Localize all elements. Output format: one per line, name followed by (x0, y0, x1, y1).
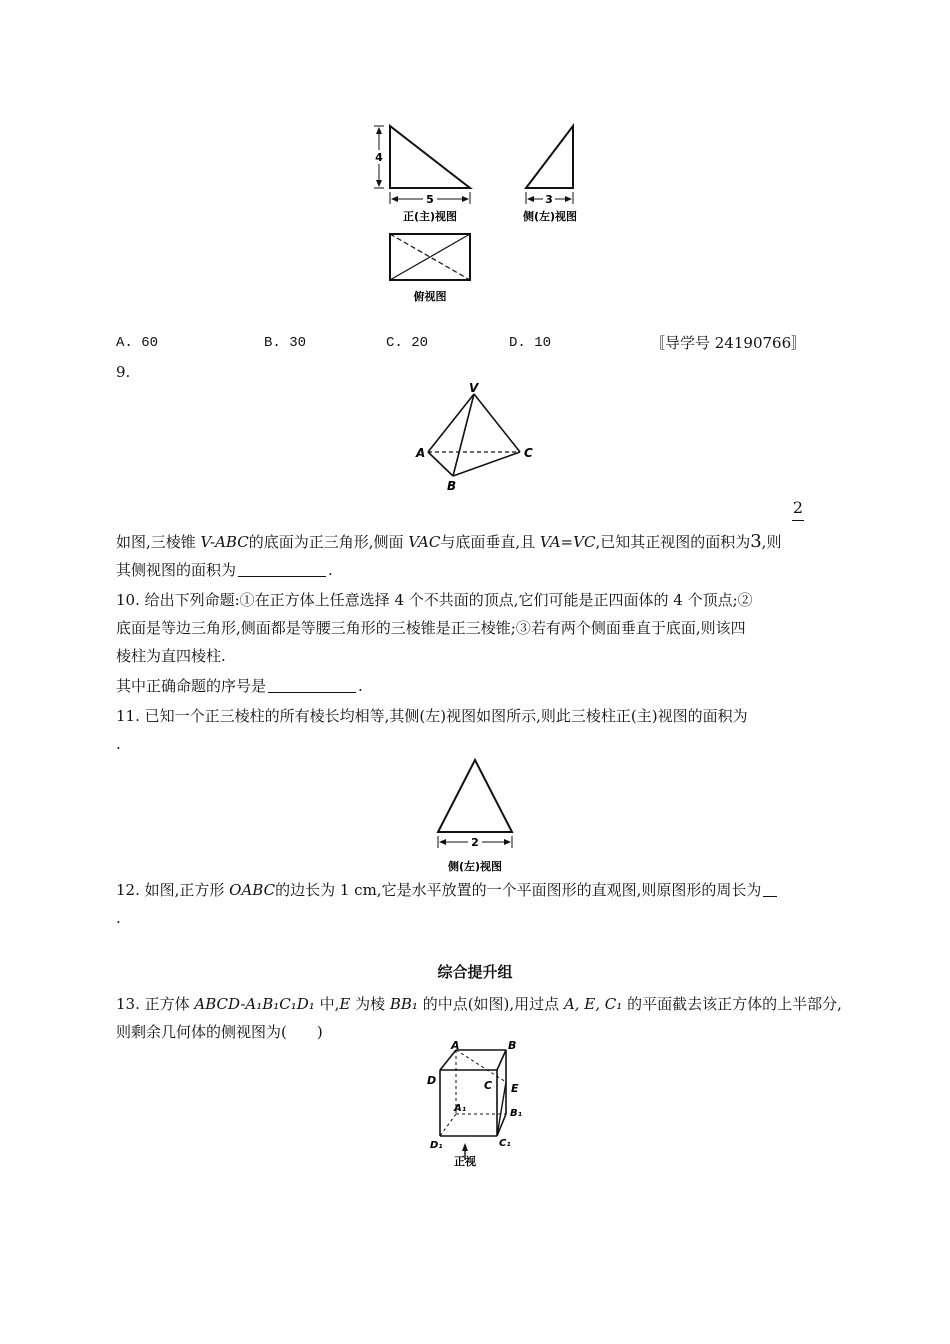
label-v: V (469, 381, 479, 395)
answer-blank[interactable] (268, 678, 356, 693)
side-view-caption: 侧(左)视图 (522, 210, 578, 223)
label-c: C (484, 1079, 493, 1092)
q11-line2: . (116, 735, 121, 753)
label-a: A (416, 446, 426, 460)
label-d1: D₁ (430, 1140, 443, 1151)
front-view-triangle (390, 126, 470, 188)
guide-number: 〚导学号 24190766〛 (650, 334, 807, 352)
label-b: B (447, 479, 457, 493)
side-view-triangle (526, 126, 573, 188)
fraction-bar (792, 520, 804, 521)
section-title: 综合提升组 (437, 963, 513, 981)
label-a: A (451, 1040, 460, 1052)
q9-text-line1: 如图,三棱锥 V-ABC的底面为正三角形,侧面 VAC与底面垂直,且 VA=VC,已知其正视图的面积为3,则 (116, 531, 782, 552)
q11-line1: 11. 已知一个正三棱柱的所有棱长均相等,其侧(左)视图如图所示,则此三棱柱正(主)视图的面积为 (116, 707, 748, 725)
q12-line2: . (116, 909, 121, 927)
three-view-figure (360, 118, 600, 308)
answer-blank[interactable] (763, 882, 777, 897)
option-a: A. 60 (116, 335, 159, 351)
label-d: D (427, 1074, 437, 1087)
dimension-label: 2 (471, 836, 479, 849)
q13-line2: 则剩余几何体的侧视图为( ) (116, 1023, 323, 1041)
pyramid-figure (408, 380, 548, 494)
q13-line1: 13. 正方体 ABCD-A₁B₁C₁D₁ 中,E 为棱 BB₁ 的中点(如图),用过点 A, E, C₁ 的平面截去该正方体的上半部分, (116, 995, 842, 1013)
fraction-numerator: 2 (792, 498, 804, 517)
top-view-caption: 俯视图 (413, 290, 447, 303)
q10-line3: 棱柱为直四棱柱. (116, 647, 226, 665)
front-width-label: 5 (426, 193, 434, 206)
front-view-caption: 正(主)视图 (402, 210, 458, 223)
label-c1: C₁ (499, 1138, 511, 1149)
label-e: E (511, 1082, 519, 1095)
label-b: B (508, 1040, 517, 1052)
option-d: D. 10 (509, 335, 552, 351)
option-c: C. 20 (386, 335, 429, 351)
option-b: B. 30 (264, 335, 307, 351)
q10-line4: 其中正确命题的序号是 . (116, 677, 363, 695)
q10-line1: 10. 给出下列命题:①在正方体上任意选择 4 个不共面的顶点,它们可能是正四面体的 4 个顶点;② (116, 591, 753, 609)
answer-blank[interactable] (238, 562, 326, 577)
side-view-triangle-figure (428, 752, 524, 876)
q10-line2: 底面是等边三角形,侧面都是等腰三角形的三棱锥是正三棱锥;③若有两个侧面垂直于底面,则该四 (116, 619, 746, 637)
label-a1: A₁ (454, 1103, 467, 1114)
side-view-caption: 侧(左)视图 (447, 860, 503, 873)
side-width-label: 3 (545, 193, 553, 206)
front-height-label: 4 (375, 151, 383, 164)
label-b1: B₁ (510, 1108, 523, 1119)
cube-figure (420, 1040, 540, 1170)
q9-number: 9. (116, 363, 131, 381)
q12-line1: 12. 如图,正方形 OABC的边长为 1 cm,它是水平放置的一个平面图形的直观图,则原图形的周长为 (116, 880, 777, 900)
label-c: C (524, 446, 533, 460)
front-direction-caption: 正视 (454, 1155, 476, 1168)
q9-text-line2: 其侧视图的面积为 . (116, 561, 333, 579)
